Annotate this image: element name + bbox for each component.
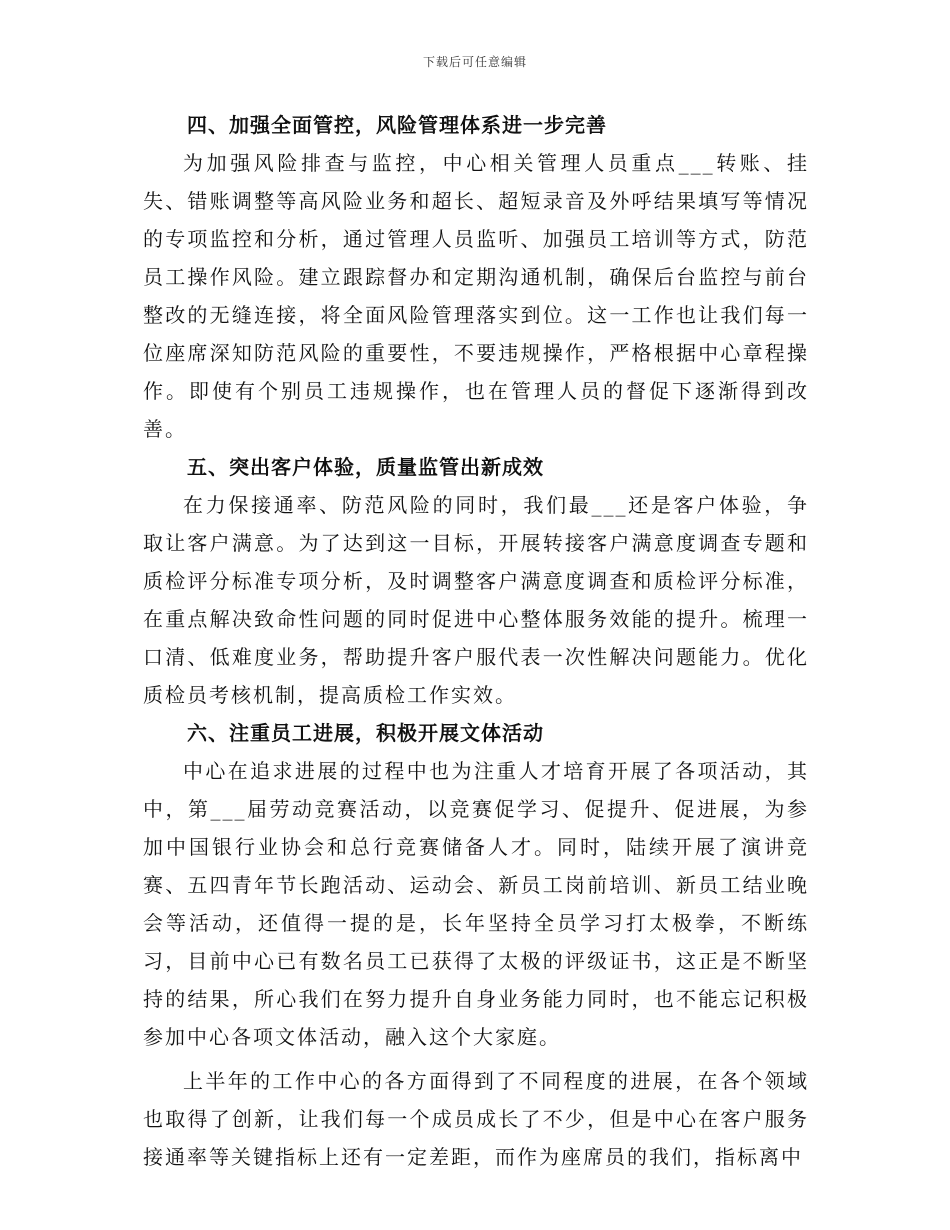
- document-body: [143, 106, 809, 1176]
- page-header: 下载后可任意编辑: [422, 55, 527, 69]
- section-paragraph-4: 为加强风险排查与监控，中心相关管理人员重点___转账、挂失、错账调整等高风险业务和超长、超短录音及外呼结果填写等情况的专项监控和分析，通过管理人员监听、加强员工培训等方式，防范员工操作风险。建立跟踪督办和定期沟通机制，确保后台监控与前台整改的无缝连接，将全面风险管理落实到位。这一工作也让我们每一位座席深知防范风险的重要性，不要违规操作，严格根据中心章程操作。即使有个别员工违规操作，也在管理人员的督促下逐渐得到改善。: [143, 151, 809, 441]
- section-heading-6: 六、注重员工进展，积极开展文体活动: [187, 721, 544, 745]
- section-heading-4: 四、加强全面管控，风险管理体系进一步完善: [187, 113, 607, 137]
- closing-paragraph: 上半年的工作中心的各方面得到了不同程度的进展，在各个领域也取得了创新，让我们每一个成员成长了不少，但是中心在客户服务接通率等关键指标上还有一定差距，而作为座席员的我们，指标离中: [143, 1069, 809, 1169]
- section-paragraph-6: 中心在追求进展的过程中也为注重人才培育开展了各项活动，其中，第___届劳动竞赛活动，以竞赛促学习、促提升、促进展，为参加中国银行业协会和总行竞赛储备人才。同时，陆续开展了演讲竞赛、五四青年节长跑活动、运动会、新员工岗前培训、新员工结业晚会等活动，还值得一提的是，长年坚持全员学习打太极拳，不断练习，目前中心已有数名员工已获得了太极的评级证书，这正是不断坚持的结果，所心我们在努力提升自身业务能力同时，也不能忘记积极参加中心各项文体活动，融入这个大家庭。: [143, 759, 809, 1049]
- section-paragraph-5: 在力保接通率、防范风险的同时，我们最___还是客户体验，争取让客户满意。为了达到这一目标，开展转接客户满意度调查专题和质检评分标准专项分析，及时调整客户满意度调查和质检评分标准，在重点解决致命性问题的同时促进中心整体服务效能的提升。梳理一口清、低难度业务，帮助提升客户服代表一次性解决问题能力。优化质检员考核机制，提高质检工作实效。: [143, 493, 809, 707]
- section-heading-5: 五、突出客户体验，质量监管出新成效: [187, 455, 544, 479]
